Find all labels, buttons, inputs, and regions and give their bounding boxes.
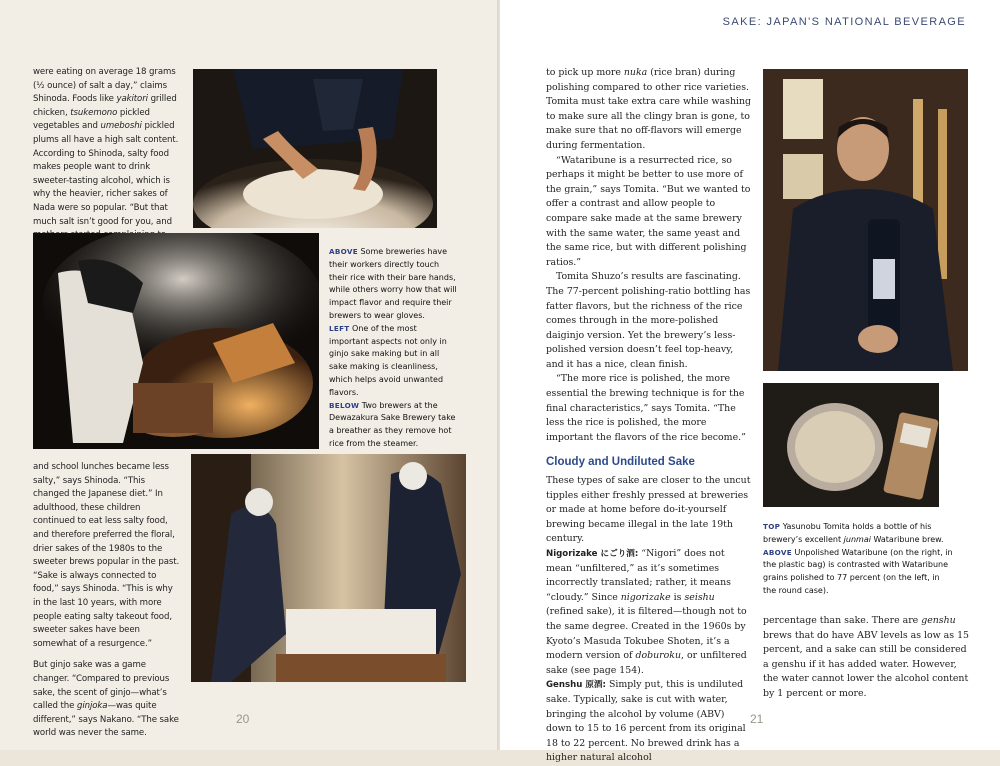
photo-steaming-vat [33, 233, 319, 449]
left-top-text [33, 66, 183, 256]
text-run: is [670, 591, 685, 603]
italic-term: tsukemono [70, 107, 118, 118]
italic-term: genshu [921, 615, 956, 626]
brewers-illustration [191, 454, 466, 682]
paragraph: “Wataribune is a resurrected rice, so perhaps it might be better to use more of the grain,” says Tomita. “But we wanted to offer a contrast and allow people to compare sake made at the same brewery with the same water, the same yeast and the same rice, but with different polishing ratios.” [546, 154, 751, 268]
italic-term: umeboshi [100, 121, 142, 132]
italic-term: seishu [684, 591, 715, 603]
text-run: were eating on average 18 grams (½ ounce) of salt a day,” claims Shinoda. Foods like [33, 67, 176, 105]
text-run: pickled vegetables and [33, 107, 150, 132]
italic-term: ginjoka [76, 701, 108, 712]
text-run: percentage than sake. There are [763, 615, 922, 626]
photo-tomita-bottle [763, 69, 968, 371]
photo-rice-hands [193, 69, 437, 228]
left-bottom-text [33, 461, 181, 741]
italic-term: nigorizake [620, 591, 671, 603]
term-genshu: Genshu 原酒: [546, 680, 606, 691]
text-run: (rice bran) during polishing compared to other rice varieties. Tomita must take extra care while washing to make sure all the clingy bran is gone, to make sure that no off-flavors will emerge during fermentation. [546, 67, 752, 151]
text-run: pickled plums all have a high salt content. According to Shinoda, salty food makes people want to drink sweeter-tasting alcohol, which is why the heavier, richer sakes of Nada were so popular. “But that much salt isn’t good for you, and [33, 121, 179, 227]
caption-label-top: TOP [763, 522, 781, 531]
italic-term: yakitori [116, 94, 148, 105]
photo-rice-grains [763, 383, 939, 507]
text-run: “Nigori” does not mean “unfiltered,” as it’s sometimes incorrectly translated; rather, it means “cloudy.” Since [546, 548, 731, 603]
caption-text: Unpolished Wataribune (on the right, in the plastic bag) is contrasted with Wataribune grains polished to 77 percent (on the left, in the round case). [763, 547, 953, 595]
italic-term: nuka [623, 67, 648, 78]
photo-two-brewers [191, 454, 466, 682]
text-run: (refined sake), it is filtered—though not to the same degree. Created in the 1960s by Kyoto’s Masuda Tokubee Shoten, it’s a modern version of [546, 606, 747, 662]
page-number-right: 21 [750, 712, 764, 726]
caption-label-above: ABOVE [763, 547, 792, 557]
caption-label-above: ABOVE [329, 247, 358, 256]
text-run: But ginjo sake was a game changer. “Compared to previous sake, the scent of ginjo—what’s called the [33, 660, 170, 712]
text-run: —was quite different,” says Nakano. “The sake world was never the same. [33, 701, 179, 739]
caption-text: Yasunobu Tomita holds a bottle of his brewery’s excellent [763, 522, 932, 544]
right-main-column [546, 66, 752, 766]
caption-text: Wataribune brew. [870, 534, 944, 544]
tomita-illustration [763, 69, 968, 371]
section-heading: Cloudy and Undiluted Sake [546, 456, 695, 469]
text-run: Simply put, this is undiluted sake. Typically, sake is cut with water, bringing the alcohol by volume (ABV) down to 15 to 16 percent from its original 18 to 22 percent. No brewed drink has a higher natural alcohol [546, 679, 746, 764]
steaming-vat-illustration [33, 233, 319, 449]
paragraph: “The more rice is polished, the more essential the brewing technique is for the final characteristics,” says Tomita. “The less the rice is polished, the more important the flavors of the rice become.” [546, 373, 746, 443]
caption-text: Some breweries have their workers directly touch their rice with their bare hands, while others worry how that will impact flavor and require their brewers to wear gloves. [329, 247, 457, 320]
italic-term: doburoku [635, 650, 682, 662]
rice-grains-illustration [763, 383, 939, 507]
running-header: SAKE: JAPAN'S NATIONAL BEVERAGE [722, 16, 966, 28]
italic-term: junmai [843, 534, 871, 544]
right-page [500, 0, 1000, 764]
caption-label-left: LEFT [329, 323, 350, 333]
term-nigorizake: Nigorizake にごり酒: [546, 549, 639, 559]
rice-hands-illustration [193, 69, 437, 228]
text-run: , or unfiltered sake (see page 154). [546, 650, 747, 676]
page-number-left: 20 [236, 712, 250, 726]
text-run: to pick up more [546, 67, 624, 78]
paragraph: Tomita Shuzo’s results are fascinating. The 77-percent polishing-ratio bottling has fatter flavors, but the richness of the rice comes through in the more-polished daiginjo version. Yet the brewery’s less-polished version doesn’t feel top-heavy, and it has a nice, clean finish. [546, 271, 751, 370]
right-photo-caption [763, 521, 953, 598]
right-second-column [763, 614, 969, 702]
paragraph: and school lunches became less salty,” says Shinoda. “This changed the Japanese diet.” In adulthood, these children continued to eat less salty food, and therefore preferred the floral, drier sakes of the 1980s to the sweeter brews popular in the past. “Sake is always connected to food,” says Shinoda. “This is why in the last 10 years, with more people eating salty takeout food, sweeter sakes have been somewhat of a resurgence.” [33, 462, 180, 649]
left-photo-caption [329, 246, 457, 451]
caption-text: One of the most important aspects not only in ginjo sake making but in all sake making is cleanliness, which helps avoid unwanted flavors. [329, 323, 447, 397]
caption-label-below: BELOW [329, 400, 360, 410]
caption-text: Two brewers at the Dewazakura Sake Brewery take a breather as they remove hot rice from the steamer. [329, 400, 456, 448]
text-run: grilled chicken, [33, 94, 177, 118]
left-page [0, 0, 500, 750]
paragraph: These types of sake are closer to the uncut tipples either freshly pressed at breweries or made at home before do-it-yourself brewing became illegal in the late 19th century. [546, 475, 751, 545]
text-run: brews that do have ABV levels as low as 15 percent, and a sake can still be considered a genshu if it has added water. However, the water cannot lower the alcohol content by 1 percent or more. [763, 629, 969, 699]
